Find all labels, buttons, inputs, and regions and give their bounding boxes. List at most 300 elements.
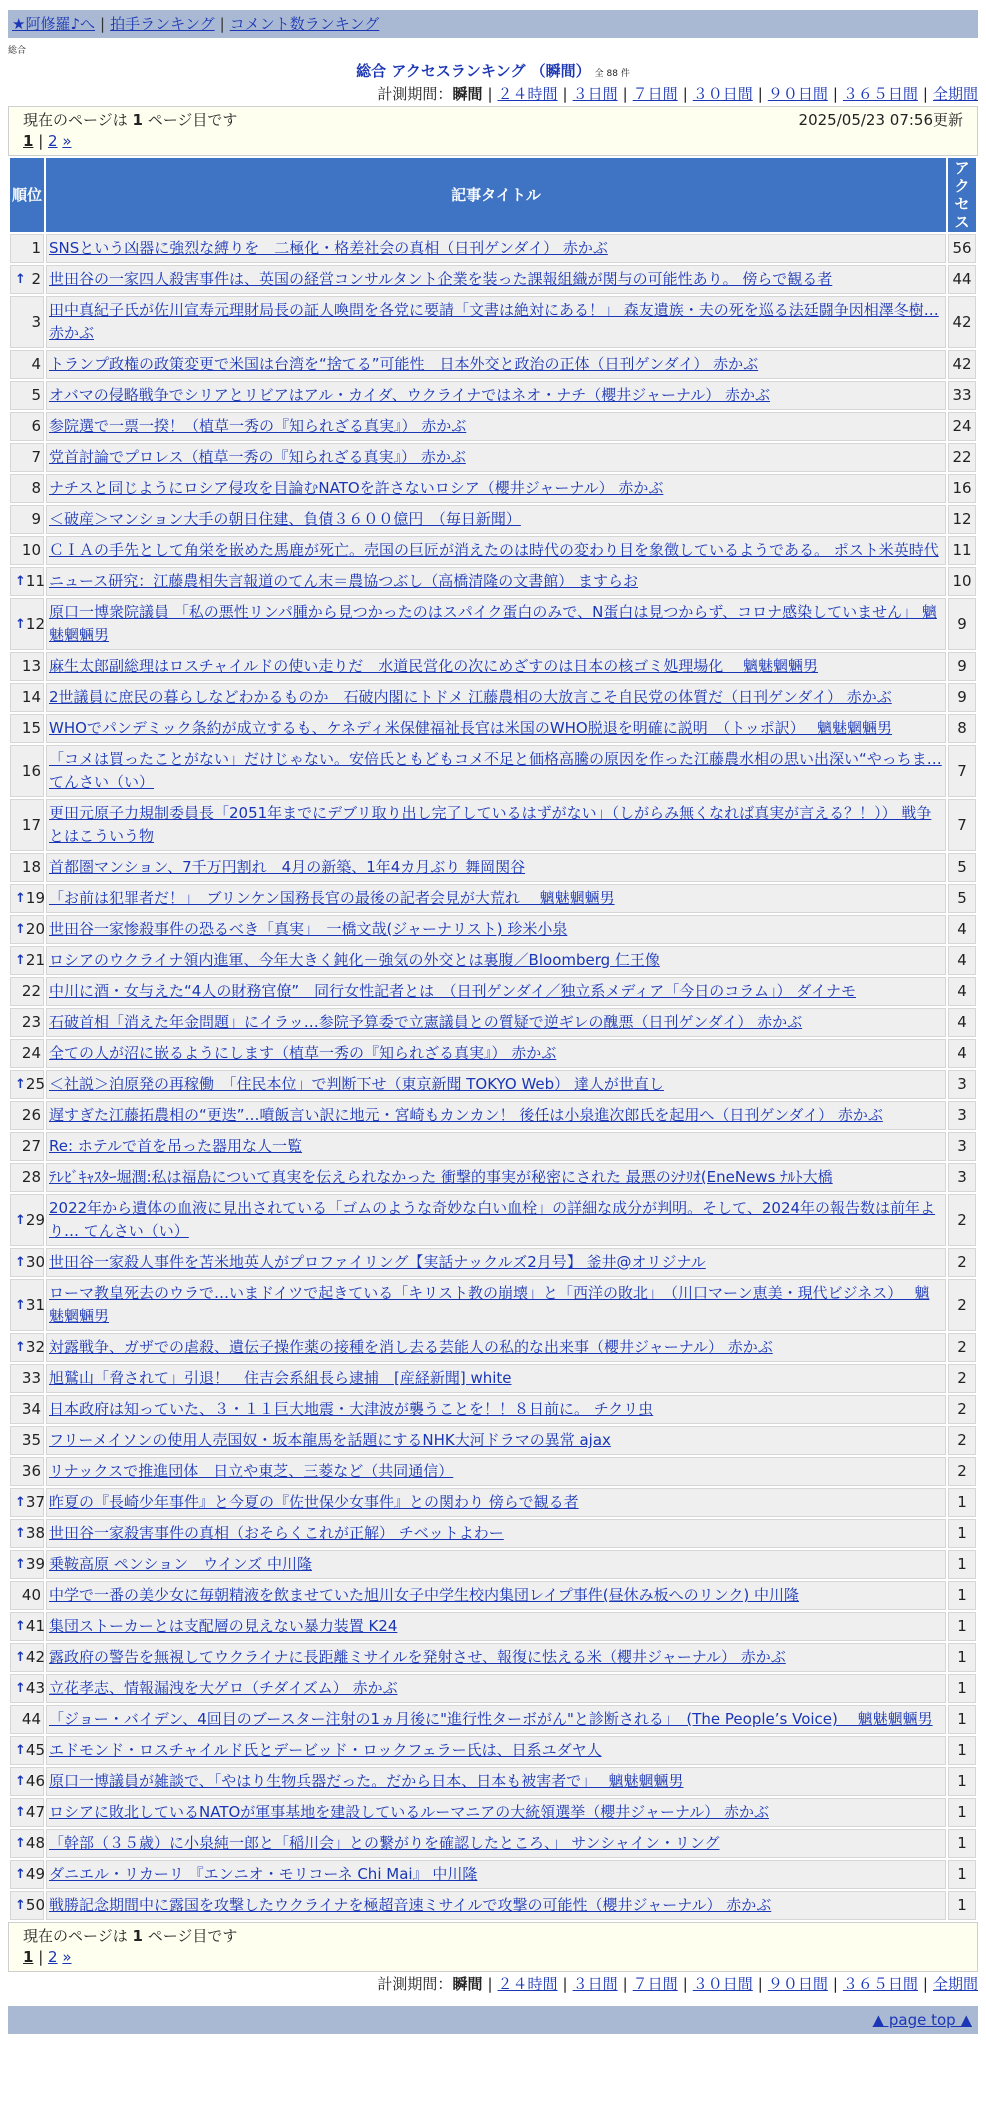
article-link[interactable]: ローマ教皇死去のウラで…いまドイツで起きている「キリスト教の崩壊」と「西洋の敗北」 （川口マーン恵美・現代ビジネス） 魑魅魍魎男 bbox=[49, 1284, 930, 1325]
table-row bbox=[10, 1426, 976, 1455]
article-link[interactable]: 田中真紀子氏が佐川宣寿元理財局長の証人喚問を各党に要請「文書は絶対にある！」 森友遺族・夫の死を巡る法廷闘争因相澤冬樹… 赤かぶ bbox=[49, 301, 939, 342]
article-link[interactable]: ニュース研究：江藤農相失言報道のてん末＝農協つぶし（高橋清隆の文書館） ますらお bbox=[49, 572, 639, 590]
page-top-link[interactable]: ▲ page top ▲ bbox=[872, 2011, 972, 2029]
period-selector-top bbox=[8, 82, 978, 106]
access-count: 3 bbox=[948, 1132, 976, 1161]
period-link[interactable]: ２４時間 bbox=[497, 85, 558, 103]
page-info-top bbox=[8, 106, 978, 156]
access-count: 2 bbox=[948, 1194, 976, 1246]
access-count: 1 bbox=[948, 1798, 976, 1827]
rank-number: 33 bbox=[21, 1369, 41, 1387]
access-count: 1 bbox=[948, 1860, 976, 1889]
table-header-row bbox=[10, 158, 976, 232]
rank-cell bbox=[10, 1364, 44, 1393]
table-row bbox=[10, 1457, 976, 1486]
access-count: 4 bbox=[948, 1008, 976, 1037]
table-row bbox=[10, 1101, 976, 1130]
page-status: 現在のページは 1 ページ目です bbox=[23, 1927, 238, 1945]
title-cell bbox=[46, 683, 946, 712]
title-cell bbox=[46, 1132, 946, 1161]
ranking-table bbox=[8, 156, 978, 1922]
table-row bbox=[10, 265, 976, 294]
access-count: 4 bbox=[948, 946, 976, 975]
period-current: 瞬間 bbox=[452, 85, 483, 103]
period-link[interactable]: ９０日間 bbox=[767, 85, 828, 103]
article-link[interactable]: 遅すぎた江藤拓農相の“更迭”…噴飯言い訳に地元・宮崎もカンカン！ 後任は小泉進次郎氏を起用へ（日刊ゲンダイ） 赤かぶ bbox=[49, 1106, 883, 1124]
title-cell bbox=[46, 1008, 946, 1037]
rank-cell bbox=[10, 1891, 44, 1920]
period-link[interactable]: ７日間 bbox=[632, 85, 678, 103]
article-link[interactable]: 2世議員に庶民の暮らしなどわかるものか 石破内閣にトドメ 江藤農相の大放言こそ自民党の体質だ（日刊ゲンダイ） 赤かぶ bbox=[49, 688, 892, 706]
rank-cell bbox=[10, 714, 44, 743]
article-link[interactable]: 昨夏の『長崎少年事件』と今夏の『佐世保少女事件』との関わり 傍らで観る者 bbox=[49, 1493, 579, 1511]
article-link[interactable]: 対露戦争、ガザでの虐殺、遺伝子操作薬の接種を消し去る芸能人の私的な出来事（櫻井ジャーナル） 赤かぶ bbox=[49, 1338, 773, 1356]
article-link[interactable]: 「コメは買ったことがない」だけじゃない。安倍氏ともどもコメ不足と価格高騰の原因を作った江藤農水相の思い出深い“やっちま… てんさい（い） bbox=[49, 750, 942, 791]
rank-number: 30 bbox=[25, 1253, 45, 1271]
pager-current: 1 bbox=[23, 1948, 34, 1966]
rank-cell bbox=[10, 1132, 44, 1161]
article-link[interactable]: 世田谷一家殺害事件の真相（おそらくこれが正解） チベットよわー bbox=[49, 1524, 504, 1542]
rank-cell bbox=[10, 884, 44, 913]
title-cell bbox=[46, 915, 946, 944]
period-separator: | bbox=[622, 85, 628, 103]
rank-cell bbox=[10, 265, 44, 294]
period-link[interactable]: ３６５日間 bbox=[842, 1975, 918, 1993]
arrow-up-icon: ↑ bbox=[15, 922, 26, 937]
arrow-up-icon: ↑ bbox=[15, 1526, 26, 1541]
title-cell bbox=[46, 598, 946, 650]
table-row bbox=[10, 1643, 976, 1672]
table-row bbox=[10, 1550, 976, 1579]
rank-number: 26 bbox=[21, 1106, 41, 1124]
title-cell bbox=[46, 652, 946, 681]
article-link[interactable]: ＣＩＡの手先として角栄を嵌めた馬鹿が死亡。売国の巨匠が消えたのは時代の変わり目を象徴しているようである。 ポスト米英時代 bbox=[49, 541, 939, 559]
access-count: 5 bbox=[948, 884, 976, 913]
access-count: 1 bbox=[948, 1829, 976, 1858]
period-link[interactable]: ９０日間 bbox=[767, 1975, 828, 1993]
access-count: 1 bbox=[948, 1674, 976, 1703]
rank-number: 1 bbox=[31, 239, 41, 257]
rank-cell bbox=[10, 505, 44, 534]
pager-link-2[interactable]: 2 bbox=[48, 1948, 58, 1966]
article-link[interactable]: 日本政府は知っていた、３・１１巨大地震・大津波が襲うことを！！８日前に。 チクリ虫 bbox=[49, 1400, 654, 1418]
title-cell bbox=[46, 567, 946, 596]
title-cell bbox=[46, 714, 946, 743]
pagination-top: 1 | 2 » bbox=[23, 132, 72, 150]
rank-number: 18 bbox=[21, 858, 41, 876]
page-heading bbox=[8, 60, 978, 82]
article-link[interactable]: 首都圏マンション、7千万円割れ 4月の新築、1年4カ月ぶり 舞岡関谷 bbox=[49, 858, 526, 876]
period-separator: | bbox=[757, 1975, 763, 1993]
article-link[interactable]: ＜破産＞マンション大手の朝日住建、負債３６００億円 （毎日新聞） bbox=[49, 510, 521, 528]
access-count: 1 bbox=[948, 1891, 976, 1920]
header-access: アクセス bbox=[948, 158, 976, 232]
title-cell bbox=[46, 1194, 946, 1246]
access-count: 11 bbox=[948, 536, 976, 565]
rank-number: 4 bbox=[31, 355, 41, 373]
article-link[interactable]: 更田元原子力規制委員長「2051年までにデブリ取り出し完了しているはずがない」（しがらみ無くなれば真実が言える？！）） 戦争とはこういう物 bbox=[49, 804, 932, 845]
title-cell bbox=[46, 1860, 946, 1889]
rank-number: 24 bbox=[21, 1044, 41, 1062]
rank-cell bbox=[10, 234, 44, 263]
article-link[interactable]: 露政府の警告を無視してウクライナに長距離ミサイルを発射させ、報復に怯える米（櫻井ジャーナル） 赤かぶ bbox=[49, 1648, 786, 1666]
table-row bbox=[10, 1070, 976, 1099]
page-title: 総合 アクセスランキング （瞬間） bbox=[356, 62, 591, 80]
pager-next[interactable]: » bbox=[62, 1948, 72, 1966]
table-row bbox=[10, 598, 976, 650]
access-count: 10 bbox=[948, 567, 976, 596]
pager-current: 1 bbox=[23, 132, 34, 150]
table-row bbox=[10, 745, 976, 797]
article-link[interactable]: ﾃﾚﾋﾞｷｬｽﾀｰ堀潤:私は福島について真実を伝えられなかった 衝撃的事実が秘密にされた 最悪のｼﾅﾘｵ(EneNews ﾅﾙﾄ大橋 bbox=[49, 1168, 833, 1186]
rank-number: 31 bbox=[25, 1295, 45, 1314]
rank-number: 20 bbox=[25, 920, 45, 938]
article-link[interactable]: Re: ホテルで首を吊った器用な人一覧 bbox=[49, 1137, 303, 1155]
rank-cell bbox=[10, 350, 44, 379]
rank-cell bbox=[10, 1194, 44, 1246]
period-link[interactable]: 全期間 bbox=[932, 85, 978, 103]
access-count: 2 bbox=[948, 1426, 976, 1455]
rank-number: 50 bbox=[25, 1896, 45, 1914]
rank-number: 13 bbox=[21, 657, 41, 675]
rank-number: 21 bbox=[25, 951, 45, 969]
rank-number: 44 bbox=[21, 1710, 41, 1728]
table-row bbox=[10, 381, 976, 410]
period-separator: | bbox=[487, 1975, 493, 1993]
article-link[interactable]: WHOでパンデミック条約が成立するも、ケネディ米保健福祉長官は米国のWHO脱退を明確に説明 （トッポ訳） 魑魅魍魎男 bbox=[49, 719, 893, 737]
access-count: 2 bbox=[948, 1248, 976, 1277]
rank-cell bbox=[10, 474, 44, 503]
period-link[interactable]: ３日間 bbox=[572, 1975, 618, 1993]
rank-number: 38 bbox=[25, 1524, 45, 1542]
header-rank: 順位 bbox=[10, 158, 44, 232]
period-separator: | bbox=[832, 85, 838, 103]
rank-number: 32 bbox=[25, 1338, 45, 1356]
arrow-up-icon: ↑ bbox=[15, 1805, 26, 1820]
rank-number: 19 bbox=[25, 889, 45, 907]
table-row bbox=[10, 1705, 976, 1734]
article-link[interactable]: 世田谷の一家四人殺害事件は、英国の経営コンサルタント企業を装った課報組織が関与の可能性あり。 傍らで観る者 bbox=[49, 270, 833, 288]
period-separator: | bbox=[562, 1975, 568, 1993]
page-status: 現在のページは 1 ページ目です bbox=[23, 111, 238, 129]
article-link[interactable]: 乗鞍高原 ペンション ウインズ 中川隆 bbox=[49, 1555, 312, 1573]
top-nav bbox=[8, 10, 978, 38]
article-link[interactable]: 世田谷一家惨殺事件の恐るべき「真実」 一橋文哉(ジャーナリスト) 珍米小泉 bbox=[49, 920, 568, 938]
article-link[interactable]: リナックスで推進団体 日立や東芝、三菱など（共同通信） bbox=[49, 1462, 454, 1480]
table-row bbox=[10, 1829, 976, 1858]
rank-cell bbox=[10, 1674, 44, 1703]
access-count: 8 bbox=[948, 714, 976, 743]
table-row bbox=[10, 1008, 976, 1037]
arrow-up-icon: ↑ bbox=[15, 1681, 26, 1696]
rank-number: 41 bbox=[25, 1617, 45, 1635]
article-link[interactable]: トランプ政権の政策変更で米国は台湾を“捨てる”可能性 日本外交と政治の正体（日刊ゲンダイ） 赤かぶ bbox=[49, 355, 759, 373]
arrow-up-icon: ↑ bbox=[15, 1255, 26, 1270]
arrow-up-icon: ↑ bbox=[15, 953, 26, 968]
rank-number: 36 bbox=[21, 1462, 41, 1480]
rank-number: 47 bbox=[25, 1803, 45, 1821]
period-separator: | bbox=[682, 85, 688, 103]
title-cell bbox=[46, 296, 946, 348]
access-count: 4 bbox=[948, 915, 976, 944]
title-cell bbox=[46, 350, 946, 379]
title-cell bbox=[46, 1101, 946, 1130]
rank-cell bbox=[10, 567, 44, 596]
period-link[interactable]: ３６５日間 bbox=[842, 85, 918, 103]
article-link[interactable]: ロシアに敗北しているNATOが軍事基地を建設しているルーマニアの大統領選挙（櫻井ジャーナル） 赤かぶ bbox=[49, 1803, 770, 1821]
title-cell bbox=[46, 1519, 946, 1548]
article-link[interactable]: 「幹部（３５歳）に小泉純一郎と「稲川会」との繋がりを確認したところ、」 サンシャイン・リング bbox=[49, 1834, 720, 1852]
title-cell bbox=[46, 234, 946, 263]
access-count: 42 bbox=[948, 296, 976, 348]
title-cell bbox=[46, 853, 946, 882]
rank-cell bbox=[10, 1457, 44, 1486]
rank-number: 25 bbox=[25, 1075, 45, 1093]
access-count: 24 bbox=[948, 412, 976, 441]
rank-cell bbox=[10, 1550, 44, 1579]
period-current: 瞬間 bbox=[452, 1975, 483, 1993]
rank-number: 43 bbox=[25, 1679, 45, 1697]
article-link[interactable]: 世田谷一家殺人事件を苫米地英人がプロファイリング【実話ナックルズ2月号】 釜井@オリジナル bbox=[49, 1253, 706, 1271]
rank-cell bbox=[10, 1279, 44, 1331]
rank-cell bbox=[10, 1395, 44, 1424]
table-row bbox=[10, 1519, 976, 1548]
access-count: 22 bbox=[948, 443, 976, 472]
rank-number: 23 bbox=[21, 1013, 41, 1031]
table-row bbox=[10, 1333, 976, 1362]
rank-number: 11 bbox=[25, 572, 45, 590]
rank-number: 15 bbox=[21, 719, 41, 737]
article-link[interactable]: エドモンド・ロスチャイルド氏とデービッド・ロックフェラー氏は、日系ユダヤ人 bbox=[49, 1741, 602, 1759]
title-cell bbox=[46, 1829, 946, 1858]
article-link[interactable]: 「ジョー・バイデン、4回目のブースター注射の1ヵ月後に"進行性ターボがん"と診断される」 (The People’s Voice) 魑魅魍魎男 bbox=[49, 1710, 933, 1728]
rank-cell bbox=[10, 1519, 44, 1548]
pagination-bottom: 1 | 2 » bbox=[23, 1948, 72, 1966]
article-link[interactable]: 原口一博衆院議員 「私の悪性リンパ腫から見つかったのはスパイク蛋白のみで、N蛋白は見つからず、コロナ感染していません」 魑魅魍魎男 bbox=[49, 603, 937, 644]
pager-link-2[interactable]: 2 bbox=[48, 132, 58, 150]
period-link[interactable]: ７日間 bbox=[632, 1975, 678, 1993]
table-row bbox=[10, 412, 976, 441]
table-row bbox=[10, 1674, 976, 1703]
access-count: 5 bbox=[948, 853, 976, 882]
rank-cell bbox=[10, 1426, 44, 1455]
rank-number: 5 bbox=[31, 386, 41, 404]
rank-number: 37 bbox=[25, 1493, 45, 1511]
category-label: 総合 bbox=[8, 46, 27, 56]
article-link[interactable]: SNSという凶器に強烈な縛りを 二極化・格差社会の真相（日刊ゲンダイ） 赤かぶ bbox=[49, 239, 608, 257]
title-cell bbox=[46, 1643, 946, 1672]
header-title: 記事タイトル bbox=[46, 158, 946, 232]
rank-cell bbox=[10, 1612, 44, 1641]
rank-cell bbox=[10, 1705, 44, 1734]
rank-cell bbox=[10, 1829, 44, 1858]
arrow-up-icon: ↑ bbox=[15, 1340, 26, 1355]
title-cell bbox=[46, 536, 946, 565]
access-count: 2 bbox=[948, 1364, 976, 1393]
pager-next[interactable]: » bbox=[62, 132, 72, 150]
arrow-up-icon: ↑ bbox=[15, 1619, 26, 1634]
rank-cell bbox=[10, 1643, 44, 1672]
access-count: 7 bbox=[948, 799, 976, 851]
title-cell bbox=[46, 381, 946, 410]
period-link[interactable]: ３０日間 bbox=[692, 85, 753, 103]
table-row bbox=[10, 1860, 976, 1889]
arrow-up-icon: ↑ bbox=[15, 574, 26, 589]
arrow-up-icon: ↑ bbox=[15, 1836, 26, 1851]
table-row bbox=[10, 683, 976, 712]
title-cell bbox=[46, 265, 946, 294]
rank-cell bbox=[10, 443, 44, 472]
table-row bbox=[10, 1163, 976, 1192]
total-count: 全 88 件 bbox=[594, 69, 630, 79]
rank-cell bbox=[10, 683, 44, 712]
title-cell bbox=[46, 1163, 946, 1192]
article-link[interactable]: 戦勝記念期間中に露国を攻撃したウクライナを極超音速ミサイルで攻撃の可能性（櫻井ジャーナル） 赤かぶ bbox=[49, 1896, 772, 1914]
access-count: 1 bbox=[948, 1550, 976, 1579]
access-count: 3 bbox=[948, 1070, 976, 1099]
article-link[interactable]: 中川に酒・女与えた“4人の財務官僚” 同行女性記者とは （日刊ゲンダイ／独立系メディア「今日のコラム」） ダイナモ bbox=[49, 982, 857, 1000]
period-separator: | bbox=[682, 1975, 688, 1993]
article-link[interactable]: 党首討論でプロレス（植草一秀の『知られざる真実』） 赤かぶ bbox=[49, 448, 466, 466]
access-count: 1 bbox=[948, 1612, 976, 1641]
table-row bbox=[10, 977, 976, 1006]
title-cell bbox=[46, 1488, 946, 1517]
article-link[interactable]: フリーメイソンの使用人売国奴・坂本龍馬を話題にするNHK大河ドラマの異常 ajax bbox=[49, 1431, 611, 1449]
rank-number: 35 bbox=[21, 1431, 41, 1449]
rank-number: 29 bbox=[25, 1210, 45, 1229]
title-cell bbox=[46, 443, 946, 472]
title-cell bbox=[46, 1798, 946, 1827]
table-row bbox=[10, 652, 976, 681]
title-cell bbox=[46, 1279, 946, 1331]
title-cell bbox=[46, 946, 946, 975]
article-link[interactable]: ロシアのウクライナ領内進軍、今年大きく鈍化－強気の外交とは裏腹／Bloomberg 仁王像 bbox=[49, 951, 660, 969]
title-cell bbox=[46, 1248, 946, 1277]
period-link[interactable]: ３日間 bbox=[572, 85, 618, 103]
period-separator: | bbox=[562, 85, 568, 103]
article-link[interactable]: ダニエル・リカーリ 『エンニオ・モリコーネ Chi Mai』 中川隆 bbox=[49, 1865, 478, 1883]
access-count: 1 bbox=[948, 1519, 976, 1548]
period-link[interactable]: ３０日間 bbox=[692, 1975, 753, 1993]
arrow-up-icon: ↑ bbox=[15, 1898, 26, 1913]
access-count: 42 bbox=[948, 350, 976, 379]
table-row bbox=[10, 915, 976, 944]
title-cell bbox=[46, 1674, 946, 1703]
arrow-up-icon: ↑ bbox=[15, 1650, 26, 1665]
table-row bbox=[10, 296, 976, 348]
arrow-up-icon: ↑ bbox=[15, 1743, 26, 1758]
period-link[interactable]: ２４時間 bbox=[497, 1975, 558, 1993]
article-link[interactable]: 旭鷲山「脅されて」引退！ 住吉会系組長ら逮捕 [産経新聞] white bbox=[49, 1369, 512, 1387]
rank-number: 45 bbox=[25, 1741, 45, 1759]
rank-cell bbox=[10, 1581, 44, 1610]
article-link[interactable]: 石破首相「消えた年金問題」にイラッ…参院予算委で立憲議員との質疑で逆ギレの醜悪（日刊ゲンダイ） 赤かぶ bbox=[49, 1013, 803, 1031]
title-cell bbox=[46, 1767, 946, 1796]
table-row bbox=[10, 1488, 976, 1517]
table-row bbox=[10, 1767, 976, 1796]
article-link[interactable]: 麻生太郎副総理はロスチャイルドの使い走りだ 水道民営化の次にめざすのは日本の核ゴミ処理場化 魑魅魍魎男 bbox=[49, 657, 819, 675]
table-row bbox=[10, 946, 976, 975]
period-label: 計測期間： bbox=[377, 1975, 453, 1993]
table-row bbox=[10, 536, 976, 565]
article-link[interactable]: 中学で一番の美少女に毎朝精液を飲ませていた旭川女子中学生校内集団レイプ事件(昼休み板へのリンク) 中川隆 bbox=[49, 1586, 799, 1604]
table-row bbox=[10, 1039, 976, 1068]
title-cell bbox=[46, 1070, 946, 1099]
article-link[interactable]: ナチスと同じようにロシア侵攻を目論むNATOを許さないロシア（櫻井ジャーナル） 赤かぶ bbox=[49, 479, 664, 497]
arrow-up-icon: ↑ bbox=[15, 1297, 26, 1313]
arrow-up-icon: ↑ bbox=[15, 1774, 26, 1789]
title-cell bbox=[46, 474, 946, 503]
page-info-bottom bbox=[8, 1922, 978, 1972]
period-separator: | bbox=[922, 1975, 928, 1993]
article-link[interactable]: 原口一博議員が雑談で、「やはり生物兵器だった。だから日本、日本も被害者で」 魑魅魍魎男 bbox=[49, 1772, 684, 1790]
arrow-up-icon: ↑ bbox=[15, 1212, 26, 1228]
rank-cell bbox=[10, 1736, 44, 1765]
access-count: 4 bbox=[948, 977, 976, 1006]
nav-link-clap-ranking[interactable]: 拍手ランキング bbox=[110, 15, 215, 33]
access-count: 33 bbox=[948, 381, 976, 410]
nav-link-home[interactable]: ★阿修羅♪へ bbox=[12, 15, 96, 33]
rank-number: 34 bbox=[21, 1400, 41, 1418]
access-count: 9 bbox=[948, 683, 976, 712]
rank-cell bbox=[10, 296, 44, 348]
nav-link-comment-ranking[interactable]: コメント数ランキング bbox=[229, 15, 380, 33]
rank-number: 48 bbox=[25, 1834, 45, 1852]
access-count: 3 bbox=[948, 1163, 976, 1192]
access-count: 2 bbox=[948, 1279, 976, 1331]
article-link[interactable]: 参院選で一票一揆！（植草一秀の『知られざる真実』） 赤かぶ bbox=[49, 417, 467, 435]
arrow-up-icon: ↑ bbox=[15, 616, 26, 632]
table-row bbox=[10, 1736, 976, 1765]
rank-number: 7 bbox=[31, 448, 41, 466]
article-link[interactable]: 2022年から遺体の血液に見出されている「ゴムのような奇妙な白い血栓」の詳細な成分が判明。そして、2024年の報告数は前年より… てんさい（い） bbox=[49, 1199, 936, 1240]
rank-number: 39 bbox=[25, 1555, 45, 1573]
period-separator: | bbox=[487, 85, 493, 103]
access-count: 44 bbox=[948, 265, 976, 294]
table-row bbox=[10, 350, 976, 379]
rank-cell bbox=[10, 1798, 44, 1827]
table-row bbox=[10, 884, 976, 913]
rank-cell bbox=[10, 946, 44, 975]
title-cell bbox=[46, 412, 946, 441]
rank-number: 6 bbox=[31, 417, 41, 435]
article-link[interactable]: 「お前は犯罪者だ！」 ブリンケン国務長官の最後の記者会見が大荒れ 魑魅魍魎男 bbox=[49, 889, 615, 907]
rank-cell bbox=[10, 745, 44, 797]
rank-cell bbox=[10, 1008, 44, 1037]
access-count: 1 bbox=[948, 1581, 976, 1610]
access-count: 16 bbox=[948, 474, 976, 503]
rank-cell bbox=[10, 1767, 44, 1796]
title-cell bbox=[46, 1550, 946, 1579]
period-link[interactable]: 全期間 bbox=[932, 1975, 978, 1993]
access-count: 56 bbox=[948, 234, 976, 263]
article-link[interactable]: 立花孝志、情報漏洩を大ゲロ（チダイズム） 赤かぶ bbox=[49, 1679, 398, 1697]
table-row bbox=[10, 1581, 976, 1610]
table-row bbox=[10, 1891, 976, 1920]
rank-number: 28 bbox=[21, 1168, 41, 1186]
article-link[interactable]: 集団ストーカーとは支配層の見えない暴力装置 K24 bbox=[49, 1617, 398, 1635]
article-link[interactable]: ＜社説＞泊原発の再稼働 「住民本位」で判断下せ（東京新聞 TOKYO Web） 達人が世直し bbox=[49, 1075, 664, 1093]
access-count: 12 bbox=[948, 505, 976, 534]
article-link[interactable]: オバマの侵略戦争でシリアとリビアはアル・カイダ、ウクライナではネオ・ナチ（櫻井ジャーナル） 赤かぶ bbox=[49, 386, 771, 404]
title-cell bbox=[46, 1395, 946, 1424]
rank-cell bbox=[10, 1101, 44, 1130]
title-cell bbox=[46, 1891, 946, 1920]
table-row bbox=[10, 1194, 976, 1246]
article-link[interactable]: 全ての人が沼に嵌るようにします（植草一秀の『知られざる真実』） 赤かぶ bbox=[49, 1044, 557, 1062]
nav-separator: | bbox=[100, 15, 106, 33]
access-count: 2 bbox=[948, 1457, 976, 1486]
